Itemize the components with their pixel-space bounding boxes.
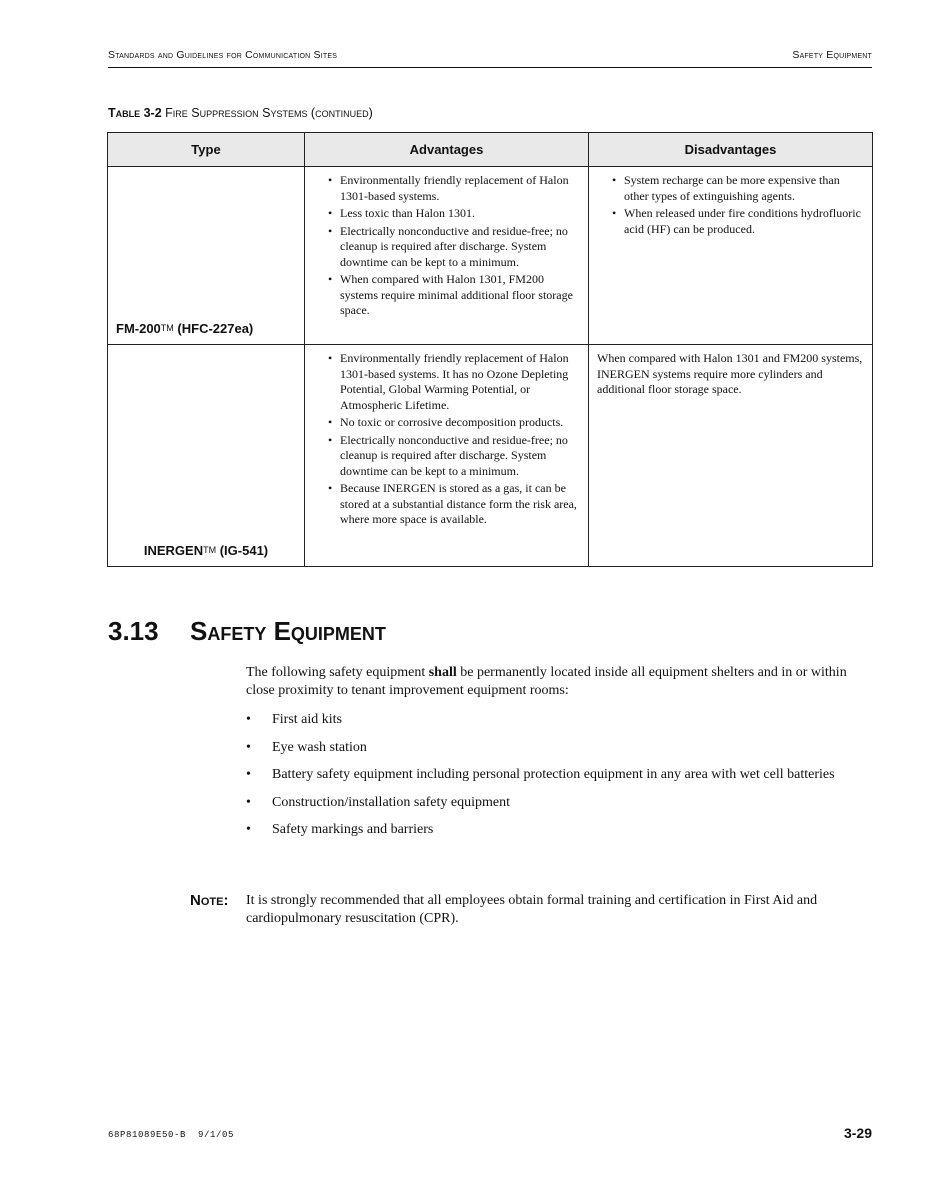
list-item-text: First aid kits	[272, 712, 343, 727]
footer-doc-info	[108, 1130, 234, 1140]
type-name: FM-200	[116, 320, 161, 336]
column-header-advantages: Advantages	[305, 133, 589, 167]
advantages-cell-inergen	[305, 345, 589, 567]
table-row-inergen	[108, 345, 873, 567]
intro-paragraph	[246, 664, 872, 700]
bullet: •	[246, 739, 251, 755]
table-caption-label: Table 3-2	[108, 106, 162, 120]
footer-page-number: 3-29	[843, 1125, 872, 1141]
section-title: Safety Equipment	[190, 616, 386, 646]
list-item: • Electrically nonconductive and residue-free; no cleanup is required after discharge. System downtime can be kept to a minimum.	[340, 433, 580, 480]
table-caption-title: Fire Suppression Systems (continued)	[165, 106, 373, 120]
advantages-cell-fm200	[305, 167, 589, 345]
list-item	[246, 766, 866, 784]
running-header-right: Safety Equipment	[792, 49, 872, 61]
running-header	[108, 49, 872, 61]
list-item-text: Safety markings and barriers	[272, 822, 434, 837]
type-suffix: (IG-541)	[216, 542, 269, 558]
list-item: • Less toxic than Halon 1301.	[340, 206, 580, 222]
disadvantages-cell-inergen	[589, 345, 873, 567]
section-heading	[108, 616, 386, 647]
disadvantages-cell-fm200	[589, 167, 873, 345]
safety-equipment-list	[246, 711, 866, 849]
table-row-fm200	[108, 167, 873, 345]
list-item: • When released under fire conditions hydrofluoric acid (HF) can be produced.	[624, 206, 864, 237]
bullet: •	[246, 794, 251, 810]
type-cell-inergen	[108, 345, 305, 567]
list-item	[246, 794, 866, 812]
list-item-text: Battery safety equipment including personal protection equipment in any area with wet cell batteries	[272, 767, 835, 782]
note-block	[190, 892, 872, 928]
list-item: • Environmentally friendly replacement of Halon 1301-based systems. It has no Ozone Depleting Potential, Global Warming Potential, or Atmospheric Lifetime.	[340, 351, 580, 413]
list-item: • When compared with Halon 1301, FM200 systems require minimal additional floor storage space.	[340, 272, 580, 319]
type-suffix: (HFC-227ea)	[173, 320, 254, 336]
trademark-mark: TM	[160, 322, 174, 333]
note-label: Note:	[190, 892, 229, 909]
intro-emphasis: shall	[428, 665, 457, 680]
footer-doc-id: 68P81089E50-B	[108, 1130, 187, 1140]
disadvantages-text: When compared with Halon 1301 and FM200 systems, INERGEN systems require more cylinders and additional floor storage space.	[597, 351, 863, 396]
list-item	[246, 711, 866, 729]
bullet: •	[246, 767, 251, 782]
list-item	[246, 739, 866, 757]
list-item: • Electrically nonconductive and residue-free; no cleanup is required after discharge. System downtime can be kept to a minimum.	[340, 224, 580, 271]
table-header-row	[108, 133, 873, 167]
bullet: •	[246, 712, 251, 727]
intro-text-start: The following safety equipment	[246, 665, 429, 680]
table-caption	[108, 106, 373, 120]
header-rule	[108, 67, 872, 68]
list-item: • Because INERGEN is stored as a gas, it can be stored at a substantial distance form the risk area, where more space is available.	[340, 481, 580, 528]
footer-date: 9/1/05	[198, 1130, 235, 1140]
list-item-text: Construction/installation safety equipment	[272, 794, 510, 810]
section-number: 3.13	[108, 616, 159, 646]
running-header-left: Standards and Guidelines for Communication Sites	[108, 49, 338, 61]
fire-suppression-table	[107, 132, 873, 567]
list-item: • Environmentally friendly replacement of Halon 1301-based systems.	[340, 173, 580, 204]
bullet: •	[246, 822, 251, 837]
intro-text-end: be permanently located inside all equipment shelters and in or within close proximity to tenant improvement equipment rooms:	[246, 665, 847, 698]
column-header-disadvantages: Disadvantages	[589, 133, 873, 167]
column-header-type: Type	[108, 133, 305, 167]
list-item-text: Eye wash station	[272, 739, 367, 755]
type-name: INERGEN	[143, 542, 204, 558]
trademark-mark: TM	[203, 544, 217, 555]
note-text: It is strongly recommended that all employees obtain formal training and certification in First Aid and cardiopulmonary resuscitation (CPR).	[246, 893, 818, 926]
list-item	[246, 821, 866, 839]
list-item: • System recharge can be more expensive than other types of extinguishing agents.	[624, 173, 864, 204]
type-cell-fm200	[108, 167, 305, 345]
list-item: • No toxic or corrosive decomposition products.	[340, 415, 580, 431]
